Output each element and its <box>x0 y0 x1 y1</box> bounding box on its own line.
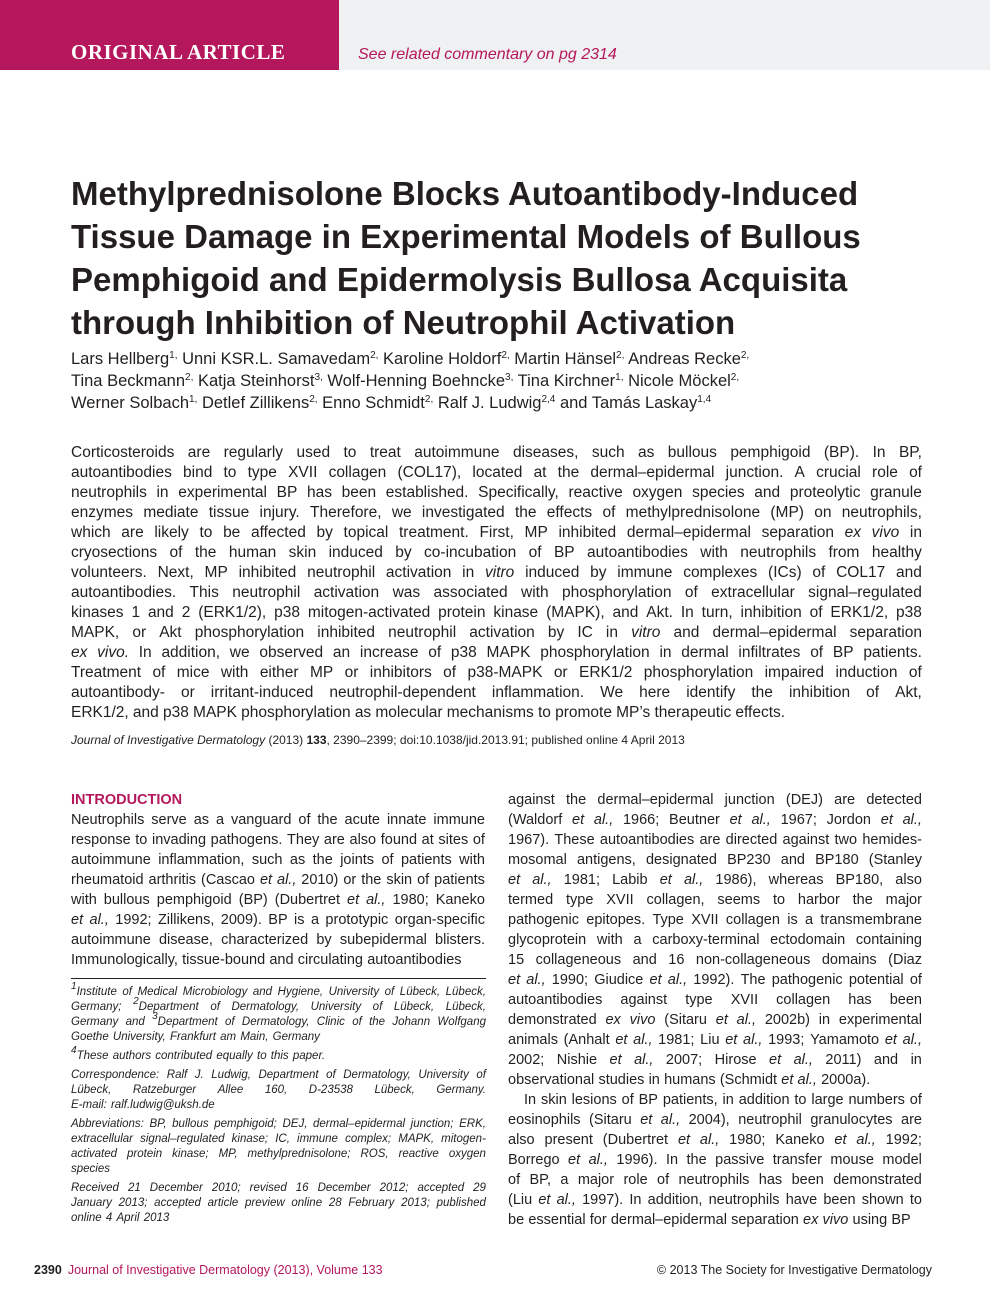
footnote-line: species <box>71 1163 110 1175</box>
text-line: demonstrated ex vivo (Sitaru et al., 2002b) in experimental <box>508 1012 922 1028</box>
abstract-line: neutrophils in experimental BP has been established. Specifically, reactive oxygen species and proteolytic granule <box>71 484 922 501</box>
related-commentary-bar <box>339 0 990 70</box>
journal-footer: Journal of Investigative Dermatology (2013), Volume 133 <box>67 1263 383 1277</box>
footnote-line: E-mail: ralf.ludwig@uksh.de <box>71 1099 215 1111</box>
left-column <box>71 790 485 970</box>
text-line: autoimmune disease, characterized by subepidermal blisters. <box>71 932 485 948</box>
abstract-line: Treatment of mice with either MP or inhibitors of p38-MAPK or ERK1/2 phosphorylation impaired induction of <box>71 664 922 681</box>
text-line: animals (Anhalt et al., 1981; Liu et al., 1993; Yamamoto et al., <box>508 1032 922 1048</box>
abstract-line: ex vivo. In addition, we observed an increase of p38 MAPK phosphorylation in dermal infiltrates of BP patients. <box>71 644 922 661</box>
author-line: Werner Solbach$^{1,}$ Detlef Zillikens$^{2,}$ Enno Schmidt$^{2,}$ Ralf J. Ludwig$^{2,4}$ and Tamás Laskay$^{1,4}$ <box>71 394 712 412</box>
text-line: pathogenic epitopes. Type XVII collagen is a transmembrane <box>508 912 922 928</box>
footnote-line: online 4 April 2013 <box>71 1212 170 1224</box>
text-line: termed type XVII collagen, seems to harbor the major <box>508 892 922 908</box>
paragraph <box>508 1090 922 1230</box>
title-line: Methylprednisolone Blocks Autoantibody-Induced <box>71 175 859 212</box>
footnote <box>71 1181 486 1226</box>
page-number: 2390 <box>34 1263 62 1277</box>
text-line: response to invading pathogens. They are also found at sites of <box>71 832 485 848</box>
text-line: Immunologically, tissue-bound and circulating autoantibodies <box>71 952 462 968</box>
citation-line: Journal of Investigative Dermatology (2013) 133, 2390–2399; doi:10.1038/jid.2013.91; published online 4 April 2013 <box>71 733 685 747</box>
abstract-line: cryosections of the human skin induced by co-incubation of BP autoantibodies with neutrophils from healthy <box>71 544 922 561</box>
footnote-line: January 2013; accepted article preview online 28 February 2013; published <box>71 1197 486 1209</box>
article-type-label: ORIGINAL ARTICLE <box>71 40 286 64</box>
abstract-line: autoantibodies bind to type XVII collagen (COL17), located at the dermal–epidermal junction. A crucial role of <box>71 464 922 481</box>
text-line: et al., 1981; Labib et al., 1986), whereas BP180, also <box>508 872 922 888</box>
abstract-line: which are likely to be affected by topical treatment. First, MP inhibited dermal–epidermal separation ex vivo in <box>71 524 922 541</box>
author-list <box>71 348 931 414</box>
footnote-line: Goethe University, Frankfurt am Main, Germany <box>71 1031 320 1043</box>
article-title <box>71 172 911 344</box>
author-line: Lars Hellberg$^{1,}$ Unni KSR.L. Samavedam$^{2,}$ Karoline Holdorf$^{2,}$ Martin Hänsel$^{2,}$ Andreas Recke$^{2,}$ <box>71 350 750 368</box>
text-line: In skin lesions of BP patients, in addition to large numbers of <box>524 1092 922 1108</box>
section-heading-introduction: INTRODUCTION <box>71 792 183 808</box>
title-line: Pemphigoid and Epidermolysis Bullosa Acquisita <box>71 261 848 298</box>
text-line: eosinophils (Sitaru et al., 2004), neutrophil granulocytes are <box>508 1112 922 1128</box>
footnote-divider <box>71 978 486 979</box>
footnote-line: Lübeck, Ratzeburger Allee 160, D-23538 Lübeck, Germany. <box>71 1084 486 1096</box>
footnote-line: Abbreviations: BP, bullous pemphigoid; DEJ, dermal–epidermal junction; ERK, <box>71 1118 486 1130</box>
footnote-line: Received 21 December 2010; revised 16 December 2012; accepted 29 <box>71 1182 486 1194</box>
title-line: through Inhibition of Neutrophil Activation <box>71 304 736 341</box>
page-footer <box>34 1262 932 1278</box>
text-line: mosomal antigens, designated BP230 and BP180 (Stanley <box>508 852 922 868</box>
abstract-line: autoantibody- or irritant-induced neutrophil-dependent inflammation. We here identify the inhibition of Akt, <box>71 684 922 701</box>
footnote-line: activated protein kinase; MP, methylprednisolone; ROS, reactive oxygen <box>71 1148 486 1160</box>
abstract-line: volunteers. Next, MP inhibited neutrophil activation in vitro induced by immune complexes (ICs) of COL17 and <box>71 564 922 581</box>
text-line: against the dermal–epidermal junction (DEJ) are detected <box>508 792 922 808</box>
footnotes <box>71 981 486 1230</box>
abstract <box>71 443 922 723</box>
footnote-line: Germany; $^2$Department of Dermatology, University of Lübeck, Lübeck, <box>71 996 486 1013</box>
footnote <box>71 981 486 1045</box>
text-line: 2002; Nishie et al., 2007; Hirose et al., 2011) and in <box>508 1052 922 1068</box>
footnote-line: $^4$These authors contributed equally to this paper. <box>71 1045 326 1062</box>
right-column <box>508 790 922 1230</box>
footnote <box>71 1068 486 1113</box>
text-line: 15 collageneous and 16 non-collageneous domains (Diaz <box>508 952 922 968</box>
author-line: Tina Beckmann$^{2,}$ Katja Steinhorst$^{3,}$ Wolf-Henning Boehncke$^{3,}$ Tina Kirchner$^{1,}$ Nicole Möckel$^{2,}$ <box>71 372 740 390</box>
text-line: with bullous pemphigoid (BP) (Dubertret et al., 1980; Kaneko <box>71 892 485 908</box>
title-line: Tissue Damage in Experimental Models of Bullous <box>71 218 861 255</box>
abstract-line: ERK1/2, and p38 MAPK phosphorylation as molecular mechanisms to promote MP’s therapeutic effects. <box>71 704 786 721</box>
text-line: 1967). These autoantibodies are directed against two hemides- <box>508 832 922 848</box>
footnote-line: $^1$Institute of Medical Microbiology and Hygiene, University of Lübeck, Lübeck, <box>71 981 486 998</box>
text-line: (Waldorf et al., 1966; Beutner et al., 1967; Jordon et al., <box>508 812 922 828</box>
text-line: be essential for dermal–epidermal separation ex vivo using BP <box>508 1212 911 1228</box>
related-commentary-link[interactable]: See related commentary on pg 2314 <box>358 46 617 63</box>
abstract-line: kinases 1 and 2 (ERK1/2), p38 mitogen-activated protein kinase (MAPK), and Akt. In turn, inhibition of ERK1/2, p38 <box>71 604 922 621</box>
abstract-line: MAPK, or Akt phosphorylation inhibited neutrophil activation by IC in vitro and dermal–epidermal separation <box>71 624 922 641</box>
text-line: Neutrophils serve as a vanguard of the acute innate immune <box>71 812 485 828</box>
footnote-line: Correspondence: Ralf J. Ludwig, Department of Dermatology, University of <box>71 1069 486 1081</box>
abstract-line: Corticosteroids are regularly used to treat autoimmune diseases, such as bullous pemphigoid (BP). In BP, <box>71 444 922 461</box>
footnote-line: Germany and $^3$Department of Dermatology, Clinic of the Johann Wolfgang <box>71 1011 486 1028</box>
text-line: et al., 1990; Giudice et al., 1992). The pathogenic potential of <box>508 972 922 988</box>
introduction-text <box>71 810 485 970</box>
text-line: glycoprotein with a carboxy-terminal ectodomain containing <box>508 932 922 948</box>
article-type-banner <box>0 0 339 70</box>
copyright: © 2013 The Society for Investigative Dermatology <box>656 1263 932 1277</box>
abstract-line: enzymes mediate tissue injury. Therefore, we investigated the effects of methylprednisolone (MP) on neutrophils, <box>71 504 922 521</box>
text-line: autoantibodies against type XVII collagen has been <box>508 992 922 1008</box>
abstract-line: autoantibodies. This neutrophil activation was associated with phosphorylation of extracellular signal–regulated <box>71 584 922 601</box>
text-line: observational studies in humans (Schmidt et al., 2000a). <box>508 1072 871 1088</box>
text-line: also present (Dubertret et al., 1980; Kaneko et al., 1992; <box>508 1132 922 1148</box>
footnote <box>71 1045 486 1064</box>
text-line: of BP, a major role of neutrophils has been demonstrated <box>508 1172 922 1188</box>
text-line: et al., 1992; Zillikens, 2009). BP is a prototypic organ-specific <box>71 912 485 928</box>
footnote-line: extracellular signal–regulated kinase; IC, immune complex; MAPK, mitogen- <box>71 1133 486 1145</box>
text-line: (Liu et al., 1997). In addition, neutrophils have been shown to <box>508 1192 922 1208</box>
text-line: Borrego et al., 1996). In the passive transfer mouse model <box>508 1152 922 1168</box>
text-line: autoimmune inflammation, such as the joints of patients with <box>71 852 485 868</box>
footnote <box>71 1117 486 1177</box>
text-line: rheumatoid arthritis (Cascao et al., 2010) or the skin of patients <box>71 872 485 888</box>
